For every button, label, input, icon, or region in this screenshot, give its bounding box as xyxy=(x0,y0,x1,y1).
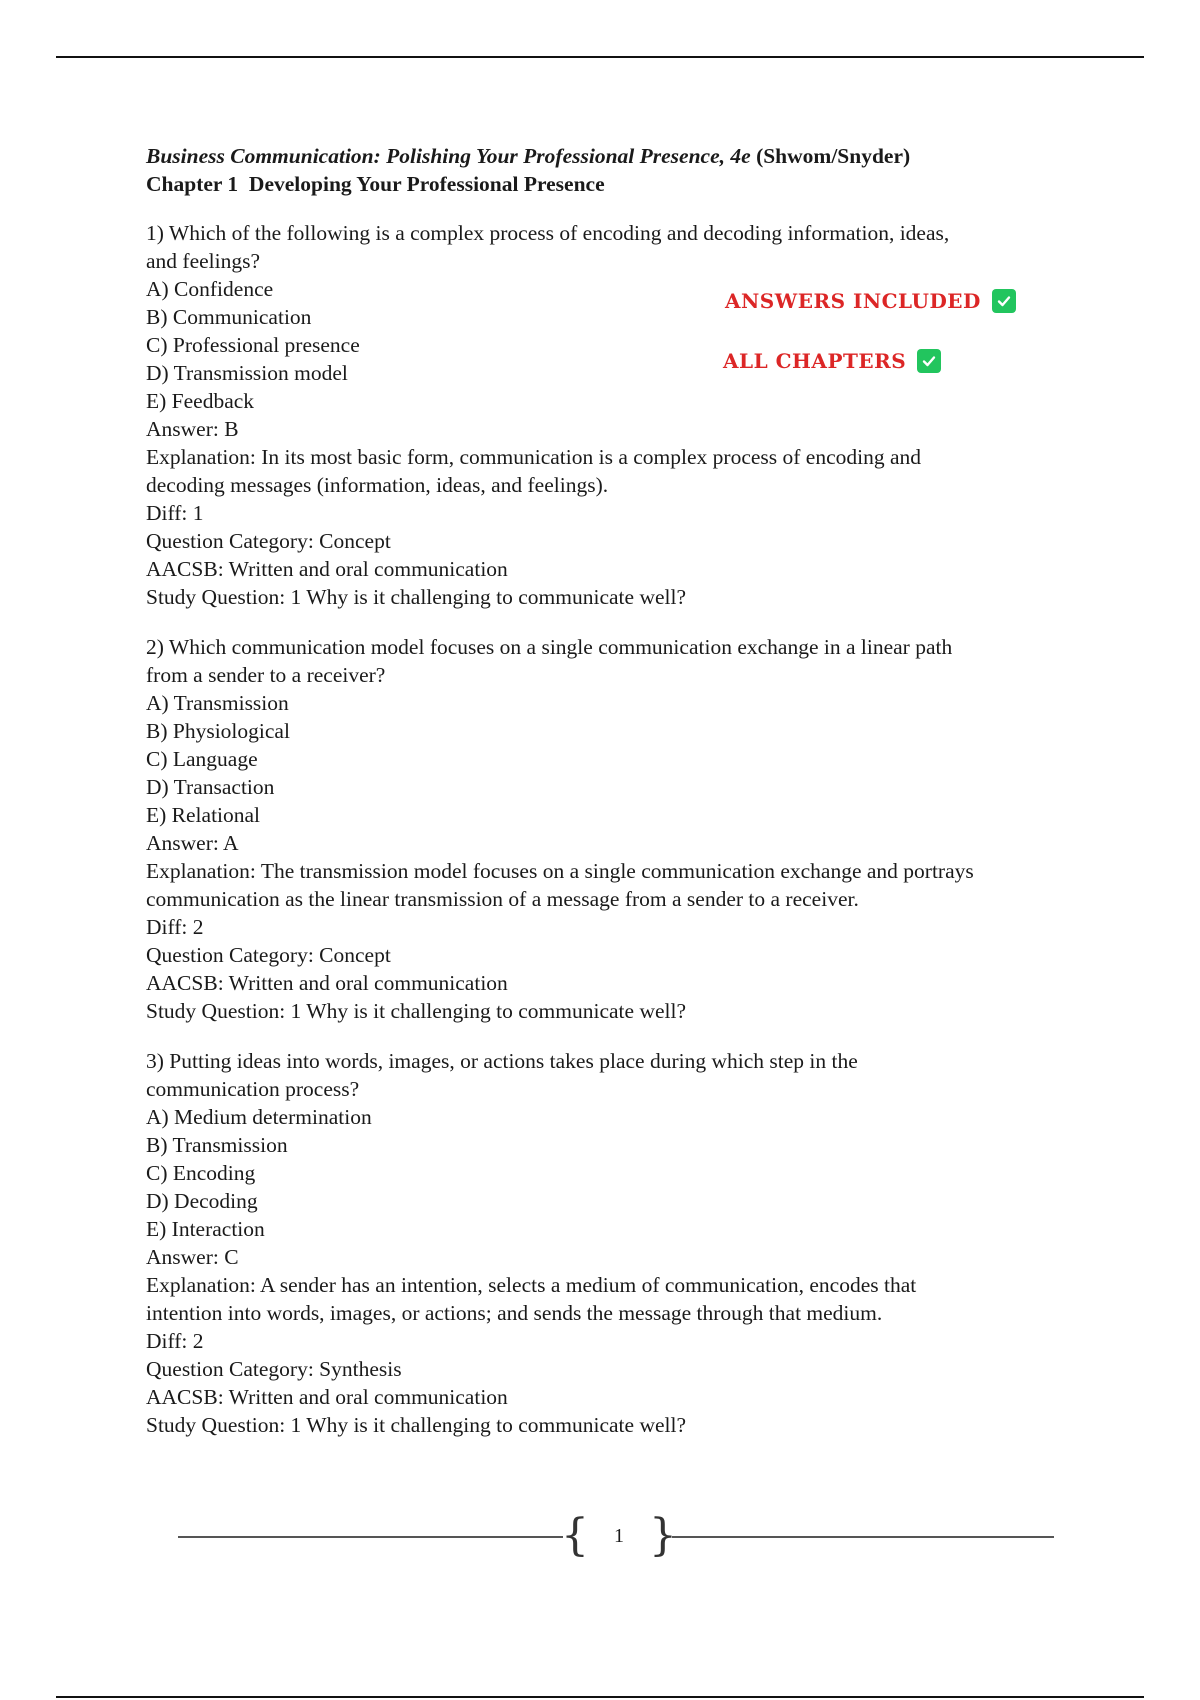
question-block xyxy=(146,1047,1086,1439)
aacsb-tag: AACSB: Written and oral communication xyxy=(146,971,508,995)
answer-option: C) Professional presence xyxy=(146,333,360,357)
book-title: Business Communication: Polishing Your Professional Presence, 4e xyxy=(146,144,751,168)
answer-option: C) Language xyxy=(146,747,258,771)
study-question: Study Question: 1 Why is it challenging to communicate well? xyxy=(146,999,686,1023)
aacsb-tag: AACSB: Written and oral communication xyxy=(146,1385,508,1409)
footer-brace-left: { xyxy=(561,1510,589,1561)
all-chapters-stamp xyxy=(723,349,941,373)
question-list xyxy=(146,219,1086,1439)
answer-key: Answer: C xyxy=(146,1245,239,1269)
question-stem-line: 1) Which of the following is a complex process of encoding and decoding information, ideas, xyxy=(146,221,950,245)
explanation-line: intention into words, images, or actions; and sends the message through that medium. xyxy=(146,1301,883,1325)
question-category: Question Category: Synthesis xyxy=(146,1357,402,1381)
explanation-line: Explanation: The transmission model focuses on a single communication exchange and portrays xyxy=(146,859,974,883)
answer-option: D) Transaction xyxy=(146,775,275,799)
question-stem-line: from a sender to a receiver? xyxy=(146,663,386,687)
document-header xyxy=(146,142,1086,198)
answer-option: E) Interaction xyxy=(146,1217,265,1241)
answer-option: C) Encoding xyxy=(146,1161,256,1185)
answer-key: Answer: A xyxy=(146,831,239,855)
explanation-line: decoding messages (information, ideas, and feelings). xyxy=(146,473,609,497)
title-line xyxy=(146,142,1086,170)
question-category: Question Category: Concept xyxy=(146,943,391,967)
explanation-line: Explanation: In its most basic form, communication is a complex process of encoding and xyxy=(146,445,922,469)
question-stem-line: communication process? xyxy=(146,1077,360,1101)
study-question: Study Question: 1 Why is it challenging to communicate well? xyxy=(146,585,686,609)
document-body xyxy=(146,142,1086,1461)
question-category: Question Category: Concept xyxy=(146,529,391,553)
answer-option: D) Decoding xyxy=(146,1189,258,1213)
explanation-line: communication as the linear transmission of a message from a sender to a receiver. xyxy=(146,887,859,911)
footer-brace-right: } xyxy=(649,1510,677,1561)
difficulty: Diff: 2 xyxy=(146,1329,204,1353)
answer-option: A) Confidence xyxy=(146,277,274,301)
explanation-line: Explanation: A sender has an intention, selects a medium of communication, encodes that xyxy=(146,1273,917,1297)
difficulty: Diff: 2 xyxy=(146,915,204,939)
answer-option: E) Relational xyxy=(146,803,261,827)
study-question: Study Question: 1 Why is it challenging to communicate well? xyxy=(146,1413,686,1437)
question-block xyxy=(146,633,1086,1025)
footer-rule-left xyxy=(178,1536,563,1538)
footer-rule-right xyxy=(672,1536,1054,1538)
answer-option: B) Transmission xyxy=(146,1133,288,1157)
answer-option: A) Transmission xyxy=(146,691,289,715)
question-stem-line: and feelings? xyxy=(146,249,261,273)
check-icon xyxy=(917,349,941,373)
question-block xyxy=(146,219,1086,611)
chapter-title: Chapter 1 Developing Your Professional Presence xyxy=(146,172,605,196)
difficulty: Diff: 1 xyxy=(146,501,204,525)
answer-option: A) Medium determination xyxy=(146,1105,372,1129)
top-rule xyxy=(56,56,1144,58)
bottom-rule xyxy=(56,1696,1144,1698)
answer-option: B) Physiological xyxy=(146,719,290,743)
book-authors: (Shwom/Snyder) xyxy=(756,144,911,168)
answers-included-stamp xyxy=(725,289,1016,313)
page-footer xyxy=(178,1510,1054,1561)
aacsb-tag: AACSB: Written and oral communication xyxy=(146,557,508,581)
answer-key: Answer: B xyxy=(146,417,239,441)
answers-included-label: ANSWERS INCLUDED xyxy=(725,289,981,313)
question-stem-line: 3) Putting ideas into words, images, or actions takes place during which step in the xyxy=(146,1049,858,1073)
answer-option: B) Communication xyxy=(146,305,312,329)
all-chapters-label: ALL CHAPTERS xyxy=(723,349,907,373)
answer-option: D) Transmission model xyxy=(146,361,348,385)
check-icon xyxy=(992,289,1016,313)
page-number: 1 xyxy=(614,1525,624,1547)
question-stem-line: 2) Which communication model focuses on a single communication exchange in a linear path xyxy=(146,635,953,659)
answer-option: E) Feedback xyxy=(146,389,255,413)
